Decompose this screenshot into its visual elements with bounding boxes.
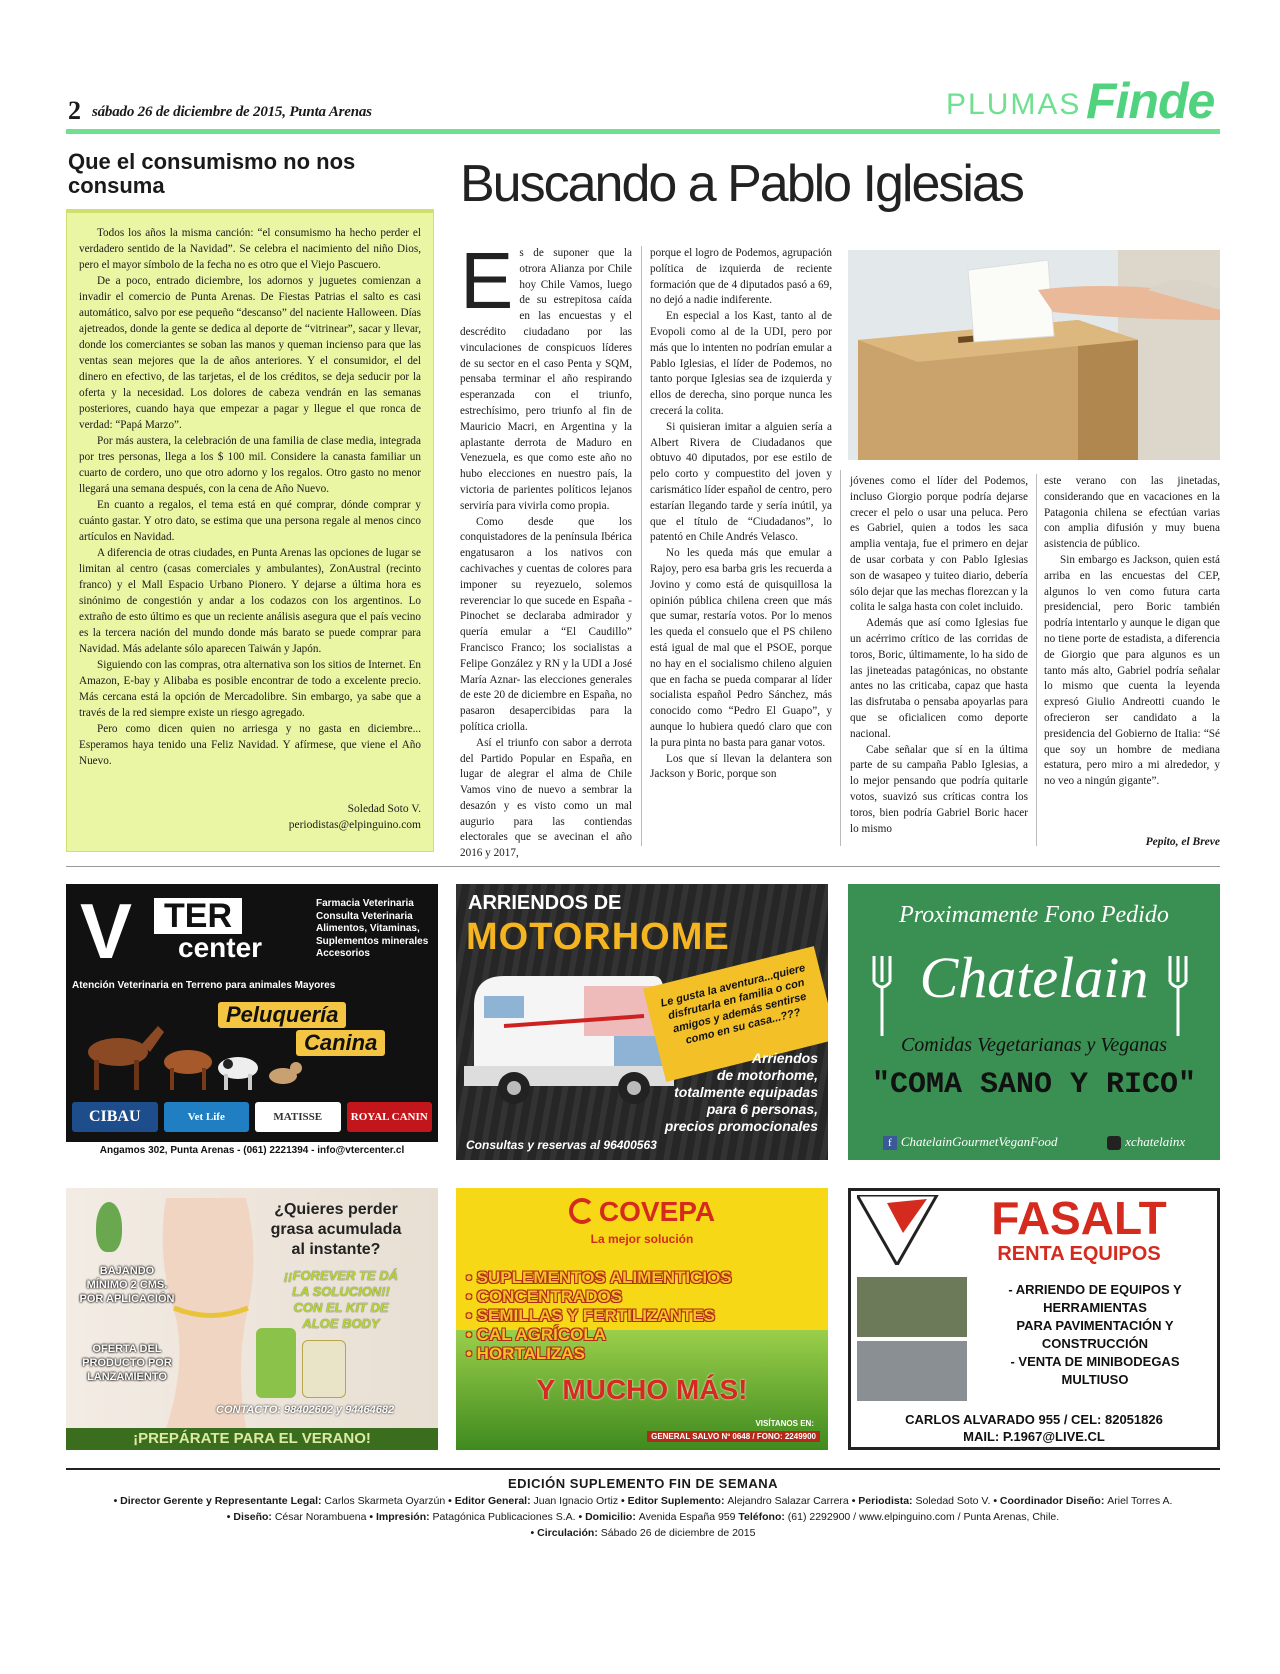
covepa-item: • CAL AGRÍCOLA bbox=[466, 1325, 607, 1344]
forever-headline-line: al instante? bbox=[291, 1241, 381, 1258]
fasalt-contact1: CARLOS ALVARADO 955 / CEL: 82051826 bbox=[905, 1412, 1163, 1427]
motorhome-offer-line: para 6 personas, bbox=[706, 1101, 818, 1117]
credit-value: Patagónica Publicaciones S.A. bbox=[432, 1511, 579, 1523]
fork-icon bbox=[1162, 956, 1202, 1036]
brand-logo: Finde bbox=[1086, 73, 1215, 129]
motorhome-line1: ARRIENDOS DE bbox=[468, 892, 622, 914]
footer-credits-3 bbox=[66, 1526, 1220, 1541]
sidebar-paragraph: Pero como dicen quien no arriesga y no gasta en diciembre... Esperamos haya tenido una Feliz Navidad. Y afírmese, que viene el Año Nuevo. bbox=[79, 723, 421, 767]
motorhome-contact: Consultas y reservas al 96400563 bbox=[466, 1138, 657, 1152]
article-paragraph: Como desde que los conquistadores de la península Ibérica engatusaron a los nativos con cachivaches y cuentas de colores para imponer su reyezuelo, solemos reverenciar lo que sucede en España -Pinochet se declaraba admirador y quería emular a “El Caudillo” Francisco Franco; los socialistas a Felipe González y RN y la UDI a José María Aznar- las elecciones generales de este 20 de diciembre en España, no pasaron desapercibidas para la política criolla. bbox=[460, 515, 632, 733]
credit-value: (61) 2292900 / www.elpinguino.com / Punta Arenas, Chile. bbox=[787, 1511, 1060, 1523]
date-line: sábado 26 de diciembre de 2015, Punta Arenas bbox=[92, 104, 372, 120]
forever-offer-line: OFERTA DEL bbox=[92, 1343, 162, 1355]
covepa-items bbox=[466, 1268, 816, 1363]
article-col-1-body bbox=[460, 236, 632, 862]
equipment-photo bbox=[857, 1277, 967, 1337]
ballot-box-illustration bbox=[848, 250, 1220, 460]
forever-offer bbox=[72, 1342, 182, 1384]
vter-contact: Angamos 302, Punta Arenas - (061) 2221394 - info@vtercenter.cl bbox=[66, 1142, 438, 1160]
fork-icon bbox=[866, 956, 906, 1036]
credit-label: • Impresión: bbox=[369, 1511, 433, 1523]
vter-center-logo: center bbox=[178, 932, 263, 963]
article-col-4 bbox=[1044, 474, 1220, 790]
ad-fasalt[interactable] bbox=[848, 1188, 1220, 1450]
vter-brand-logo: ROYAL CANIN bbox=[347, 1102, 433, 1132]
sidebar-paragraph: Por más austera, la celebración de una familia de clase media, integrada por tres personas, llega a los $ 100 mil. Considere la canasta familiar un cuarto de cordero, uno que otro adorno y los regalos. Otro gasto no menor llegará una semana después, con la cena de Año Nuevo. bbox=[79, 435, 421, 495]
credit-label: • Domicilio: bbox=[578, 1511, 639, 1523]
forever-offer-line: LANZAMIENTO bbox=[87, 1371, 167, 1383]
article-photo bbox=[848, 250, 1220, 460]
fasalt-service-line: - ARRIENDO DE EQUIPOS Y bbox=[1008, 1282, 1182, 1297]
aloe-leaf-icon bbox=[96, 1202, 122, 1252]
article-paragraph: En especial a los Kast, tanto al de Evopoli como al de la UDI, pero por más que lo intenten no podrían emular a Pablo Iglesias, el líder de Podemos, no tanto porque Iglesias sea de izquierda y ellos de derecha, sino porque nunca les crecerá la colita. bbox=[650, 310, 832, 417]
chatelain-social bbox=[858, 1134, 1210, 1150]
vter-service-item: Farmacia Veterinaria bbox=[316, 898, 414, 909]
ad-vter-center[interactable] bbox=[66, 884, 438, 1160]
article-col-2 bbox=[650, 246, 832, 783]
article-col-1 bbox=[460, 236, 632, 862]
fasalt-service-line: PARA PAVIMENTACIÓN Y bbox=[1016, 1318, 1174, 1333]
vter-service-item: Alimentos, Vitaminas, bbox=[316, 923, 420, 934]
sidebar-box bbox=[66, 209, 434, 852]
credit-label: • Coordinador Diseño: bbox=[993, 1495, 1108, 1507]
article-dropcap: E bbox=[460, 236, 514, 325]
article-paragraph: este verano con las jinetadas, considerando que en vacaciones en la Patagonia chilena se efectúan varias con amplia difusión y muy buena asistencia de público. bbox=[1044, 475, 1220, 551]
instagram-handle[interactable] bbox=[1107, 1134, 1185, 1150]
vter-tagline: Atención Veterinaria en Terreno para animales Mayores bbox=[72, 980, 336, 991]
forever-reduction bbox=[72, 1264, 182, 1306]
sidebar-email: periodistas@elpinguino.com bbox=[288, 819, 421, 831]
instagram-label: xchatelainx bbox=[1125, 1133, 1186, 1149]
credit-label: • Diseño: bbox=[226, 1511, 275, 1523]
article-title: Buscando a Pablo Iglesias bbox=[460, 155, 1023, 213]
forever-reduction-line: MÍNIMO 2 CMS. bbox=[86, 1279, 168, 1291]
sidebar-paragraph: De a poco, entrado diciembre, los adornos y juguetes comienzan a invadir el comercio de Punta Arenas. De Fiestas Patrias el salto es casi automático, salvo por ese pequeño “descanso” del naciente Halloween. Días ajetreados, donde la gente se dedica al deporte de “vitrinear”, sacar y llevar, donde los comerciantes se soban las manos y queman incienso para que las ventas sean mejores que la de años anteriores. Y el consumidor, el del dinero en efectivo, de las tarjetas, el de los créditos, se deja seducir por la oferta y la necesidad. Los dolores de cabeza vendrán en las semanas posteriores, cuando haya que empezar a pagar y llegue el que ronca de verdad: “Papá Marzo”. bbox=[79, 275, 421, 431]
vter-ter-logo: TER bbox=[154, 898, 242, 934]
footer-rule bbox=[66, 1468, 1220, 1470]
covepa-item: • HORTALIZAS bbox=[466, 1344, 585, 1363]
sidebar-paragraph: Todos los años la misma canción: “el consumismo ha hecho perder el verdadero sentido de la Navidad”. Se celebra el nacimiento del niño Dios, pero el mayor símbolo de la fecha no es otro que el Viejo Pascuero. bbox=[79, 227, 421, 271]
chatelain-coming: Proximamente Fono Pedido bbox=[899, 902, 1169, 928]
article-col-2-body bbox=[650, 246, 832, 783]
fasalt-logo-icon bbox=[857, 1195, 941, 1265]
forever-headline-line: ¿Quieres perder bbox=[274, 1201, 398, 1218]
motorhome-offer-line: de motorhome, bbox=[716, 1067, 818, 1083]
sidebar-title: Que el consumismo no nos consuma bbox=[68, 149, 356, 198]
sidebar-body bbox=[79, 225, 421, 769]
article-paragraph: porque el logro de Podemos, agrupación política de izquierda de reciente formación que de 4 diputados pasó a 69, no dejó a nadie indiferente. bbox=[650, 247, 832, 307]
section-label: PLUMAS bbox=[946, 88, 1082, 121]
vter-brand-logo: CIBAU bbox=[72, 1102, 158, 1132]
credit-value: Avenida España 959 bbox=[638, 1511, 739, 1523]
vter-brand-logo: MATISSE bbox=[255, 1102, 341, 1132]
credit-label: • Periodista: bbox=[851, 1495, 916, 1507]
forever-reduction-line: BAJANDO bbox=[99, 1265, 155, 1277]
minibodega-photo bbox=[857, 1341, 967, 1401]
article-paragraph: Además que así como Iglesias fue un acérrimo crítico de las corridas de toros, Boric, últimamente, lo ha sido de las jineteadas patagónicas, no obstante antes no las criticaba, capaz que hasta las disfrutaba o pensaba apoyarlas para que se oficialicen como deporte nacional. bbox=[850, 617, 1028, 740]
footer-credits-1 bbox=[66, 1494, 1220, 1509]
article-paragraph: jóvenes como el líder del Podemos, incluso Giorgio porque podría dejarse crecer el pelo o usar una peluca. Pero es Gabriel, quien a todos les saca amplia ventaja, fue el primero en dejar de usar corbata y con Pablo Iglesias son de wasapeo y tuiteo diario, debería sólo dejar que las mechas florezcan y la colita le salga hasta con colet incluido. bbox=[850, 475, 1028, 614]
article-paragraph: Sin embargo es Jackson, quien está arriba en las encuestas del CEP, algunos lo ven como futura carta presidencial, pero Boric también podría intentarlo y aunque le digan que no tiene porte de estadista, a diferencia de Giorgio que para algunos es un tanto más alto, Gabriel podría señalar lo mismo que cuenta la leyenda expresó Giulio Andreotti cuando le ofrecieron ser candidato a la presidencia del Gobierno de Italia: “Sé que soy un hombre de mediana estatura, pero miro a mi alrededor, y no veo a ningún gigante”. bbox=[1044, 553, 1220, 788]
fasalt-service-line: CONSTRUCCIÓN bbox=[1041, 1336, 1149, 1351]
chatelain-slogan: "COMA SANO Y RICO" bbox=[871, 1068, 1197, 1102]
credit-value: Carlos Skarmeta Oyarzún bbox=[324, 1495, 449, 1507]
credit-label: • Circulación: bbox=[530, 1527, 601, 1539]
vter-service-item: Suplementos minerales bbox=[316, 935, 429, 947]
covepa-brand-text: COVEPA bbox=[598, 1196, 716, 1227]
forever-offer-line: PRODUCTO POR bbox=[82, 1357, 172, 1369]
facebook-handle[interactable] bbox=[883, 1134, 1058, 1150]
forever-promo-line: LA SOLUCION!! bbox=[292, 1284, 390, 1299]
credit-value: Sábado 26 de diciembre de 2015 bbox=[600, 1527, 756, 1539]
page-number: 2 bbox=[68, 96, 81, 125]
fasalt-services bbox=[975, 1281, 1215, 1389]
article-paragraph: Si quisieran imitar a alguien sería a Albert Rivera de Ciudadanos que obtuvo 40 diputados, por ese estilo de pelo corto y compuestito del joven y carismático líder español de centro, pero estarían llegando tarde y sería inútil, ya que el título de “Ciudadanos”, lo patentó en Chile Andrés Velasco. bbox=[650, 420, 832, 544]
forever-promo-line: ¡¡FOREVER TE DÁ bbox=[283, 1268, 399, 1283]
motorhome-offer-line: precios promocionales bbox=[664, 1118, 818, 1134]
animals-illustration bbox=[78, 1012, 308, 1094]
covepa-logo-icon bbox=[569, 1198, 595, 1224]
sidebar-paragraph: A diferencia de otras ciudades, en Punta Arenas las opciones de lugar se limitan al centro (casas comerciales y ambulantes), ZonAustral (recinto franco) y el Mall Espacio Urbano Pionero. Y dejarse a última hora es sinónimo de congestión y andar a los codazos con los argentinos. Lo extraño de esto último es que un reciente análisis asegura que el país vecino es la tercera nación del mundo donde más barato se puede comprar para Navidad. Más adelante sólo aparecen Taiwán y Japón. bbox=[79, 547, 421, 655]
credit-label: • Editor General: bbox=[448, 1495, 534, 1507]
sidebar-author: Soledad Soto V. bbox=[347, 803, 421, 815]
motorhome-line2: MOTORHOME bbox=[466, 916, 730, 958]
article-paragraph: No les queda más que emular a Rajoy, pero esa barba gris les recuerda a Jovino y como está de quisquillosa la opinión pública chilena creen que más que sumar, restaría votos. Por lo menos les queda el consuelo que el PS chileno está igual de mal que el PSOE, porque no hay en el socialismo chileno alguien que en facha se pueda comparar al líder socialista español Pedro Sánchez, más conocido como “Pedro El Guapo”, y aunque lo hubiera quedó claro que con la pura pinta no basta para ganar votos. bbox=[650, 547, 832, 749]
fasalt-service-line: MULTIUSO bbox=[1061, 1372, 1129, 1387]
product-bottle-icon bbox=[256, 1328, 296, 1398]
sidebar-paragraph: Siguiendo con las compras, otra alternativa son los sitios de Internet. En Amazon, E-bay y Alibaba es posible encontrar de todo a excelente precio. Más cercana está la opción de Mercadolibre. Sin embargo, ya sabe que a través de la red siempre existe un riesgo agregado. bbox=[79, 659, 421, 719]
forever-promo-line: CON EL KIT DE bbox=[293, 1300, 389, 1315]
facebook-icon: f bbox=[883, 1136, 897, 1150]
column-divider bbox=[1036, 474, 1037, 846]
ad-motorhome[interactable] bbox=[456, 884, 828, 1160]
covepa-item: • SUPLEMENTOS ALIMENTICIOS bbox=[466, 1268, 732, 1287]
motorhome-bubble: Le gusta la aventura...quiere disfrutarla en familia o con amigos y además sentirse como en su casa...??? bbox=[643, 946, 828, 1082]
covepa-visit: VISÍTANOS EN: bbox=[755, 1419, 814, 1428]
sidebar-signature bbox=[289, 801, 421, 833]
fasalt-service-line: HERRAMIENTAS bbox=[1043, 1300, 1147, 1315]
motorhome-offer-line: totalmente equipadas bbox=[674, 1084, 818, 1100]
credit-value: Ariel Torres A. bbox=[1107, 1495, 1173, 1507]
column-divider bbox=[840, 470, 841, 846]
vter-brand-logo: Vet Life bbox=[164, 1102, 250, 1132]
covepa-item: • CONCENTRADOS bbox=[466, 1287, 623, 1306]
fasalt-service-line: - VENTA DE MINIBODEGAS bbox=[1010, 1354, 1180, 1369]
covepa-more: Y MUCHO MÁS! bbox=[536, 1374, 748, 1405]
covepa-item: • SEMILLAS Y FERTILIZANTES bbox=[466, 1306, 716, 1325]
article-col-4-body bbox=[1044, 474, 1220, 790]
credit-label: Teléfono: bbox=[738, 1511, 788, 1523]
forever-banner: ¡PREPÁRATE PARA EL VERANO! bbox=[66, 1428, 438, 1450]
vter-peluqueria: Peluquería bbox=[218, 1002, 346, 1028]
article-paragraph: Cabe señalar que sí en la última parte de su campaña Pablo Iglesias, a lo mejor pensando que podría quitarle votos, suavizó sus críticas contra los toros, bien podría Gabriel Boric hacer lo mismo bbox=[850, 743, 1028, 835]
chatelain-brand: Chatelain bbox=[919, 945, 1149, 1010]
article-signature: Pepito, el Breve bbox=[1145, 836, 1220, 848]
sidebar-paragraph: En cuanto a regalos, el tema está en qué comprar, dónde comprar y cuánto gastar. Y otro dato, se estima que una persona regale al menos cinco artículos en Navidad. bbox=[79, 499, 421, 543]
forever-promo-line: ALOE BODY bbox=[302, 1316, 380, 1331]
header-rule bbox=[66, 129, 1220, 134]
motorhome-offer bbox=[665, 1050, 818, 1135]
article-paragraph: Los que sí llevan la delantera son Jackson y Boric, porque son bbox=[650, 752, 832, 781]
covepa-address: GENERAL SALVO Nº 0648 / FONO: 2249900 bbox=[647, 1431, 820, 1442]
article-paragraph: s de suponer que la otrora Alianza por Chile hoy Chile Vamos, luego de su estrepitosa caída en las encuestas y el descrédito ciudadano por las vinculaciones de conspicuos líderes de su sector en el caso Penta y SQM, pensaba terminar el año respirando esperanzada con el triunfo, estrechísimo, pero triunfo al fin de Mauricio Macri, en Argentina y la aplastante derrota de Maduro en Venezuela, es que como este año no hubo elecciones en nuestro país, la victoria de parientes políticos lejanos serviría para vivirla como propia. bbox=[460, 247, 632, 512]
product-jar-icon bbox=[302, 1340, 346, 1398]
motorhome-offer-line: Arriendos bbox=[751, 1050, 818, 1066]
credit-label: • Director Gerente y Representante Legal: bbox=[113, 1495, 325, 1507]
fasalt-sub: RENTA EQUIPOS bbox=[997, 1243, 1161, 1265]
fasalt-contact2: MAIL: P.1967@LIVE.CL bbox=[963, 1429, 1105, 1444]
footer-title: EDICIÓN SUPLEMENTO FIN DE SEMANA bbox=[507, 1476, 778, 1491]
vter-services bbox=[316, 898, 428, 961]
ad-chatelain[interactable] bbox=[848, 884, 1220, 1160]
article-col-3-body bbox=[850, 474, 1028, 837]
article-paragraph: Así el triunfo con sabor a derrota del Partido Popular en España, en lugar de alegrar el alma de Chile Vamos vino de nuevo a sembrar la desazón y es visto como un mal augurio para las contiendas electorales que se avecinan el año 2016 y 2017, bbox=[460, 736, 632, 860]
vter-v-logo: V bbox=[80, 887, 129, 975]
facebook-label: ChatelainGourmetVeganFood bbox=[900, 1133, 1058, 1149]
forever-headline bbox=[236, 1200, 436, 1260]
footer-credits-2 bbox=[66, 1510, 1220, 1525]
ad-covepa[interactable] bbox=[456, 1188, 828, 1450]
ad-forever-aloe[interactable] bbox=[66, 1188, 438, 1450]
vter-brand-logos bbox=[72, 1102, 432, 1132]
forever-promo bbox=[246, 1268, 436, 1332]
credit-value: Soledad Soto V. bbox=[915, 1495, 994, 1507]
article-col-3 bbox=[850, 474, 1028, 837]
forever-reduction-line: POR APLICACIÓN bbox=[79, 1293, 175, 1305]
credit-value: Alejandro Salazar Carrera bbox=[727, 1495, 852, 1507]
forever-contact: CONTACTO: 98402602 y 94464682 bbox=[216, 1404, 395, 1416]
fasalt-brand: FASALT bbox=[991, 1192, 1167, 1244]
chatelain-subtitle: Comidas Vegetarianas y Veganas bbox=[900, 1034, 1168, 1056]
vter-service-item: Accesorios bbox=[316, 948, 370, 959]
instagram-icon bbox=[1107, 1136, 1121, 1150]
forever-headline-line: grasa acumulada bbox=[270, 1221, 402, 1238]
vter-canina: Canina bbox=[296, 1030, 385, 1056]
vter-service-item: Consulta Veterinaria bbox=[316, 910, 413, 922]
column-divider bbox=[641, 246, 642, 846]
credit-value: César Norambuena bbox=[274, 1511, 370, 1523]
covepa-brand bbox=[456, 1196, 828, 1228]
credit-label: • Editor Suplemento: bbox=[621, 1495, 728, 1507]
credit-value: Juan Ignacio Ortiz bbox=[533, 1495, 622, 1507]
section-separator bbox=[66, 866, 1220, 867]
covepa-tagline: La mejor solución bbox=[590, 1232, 694, 1246]
